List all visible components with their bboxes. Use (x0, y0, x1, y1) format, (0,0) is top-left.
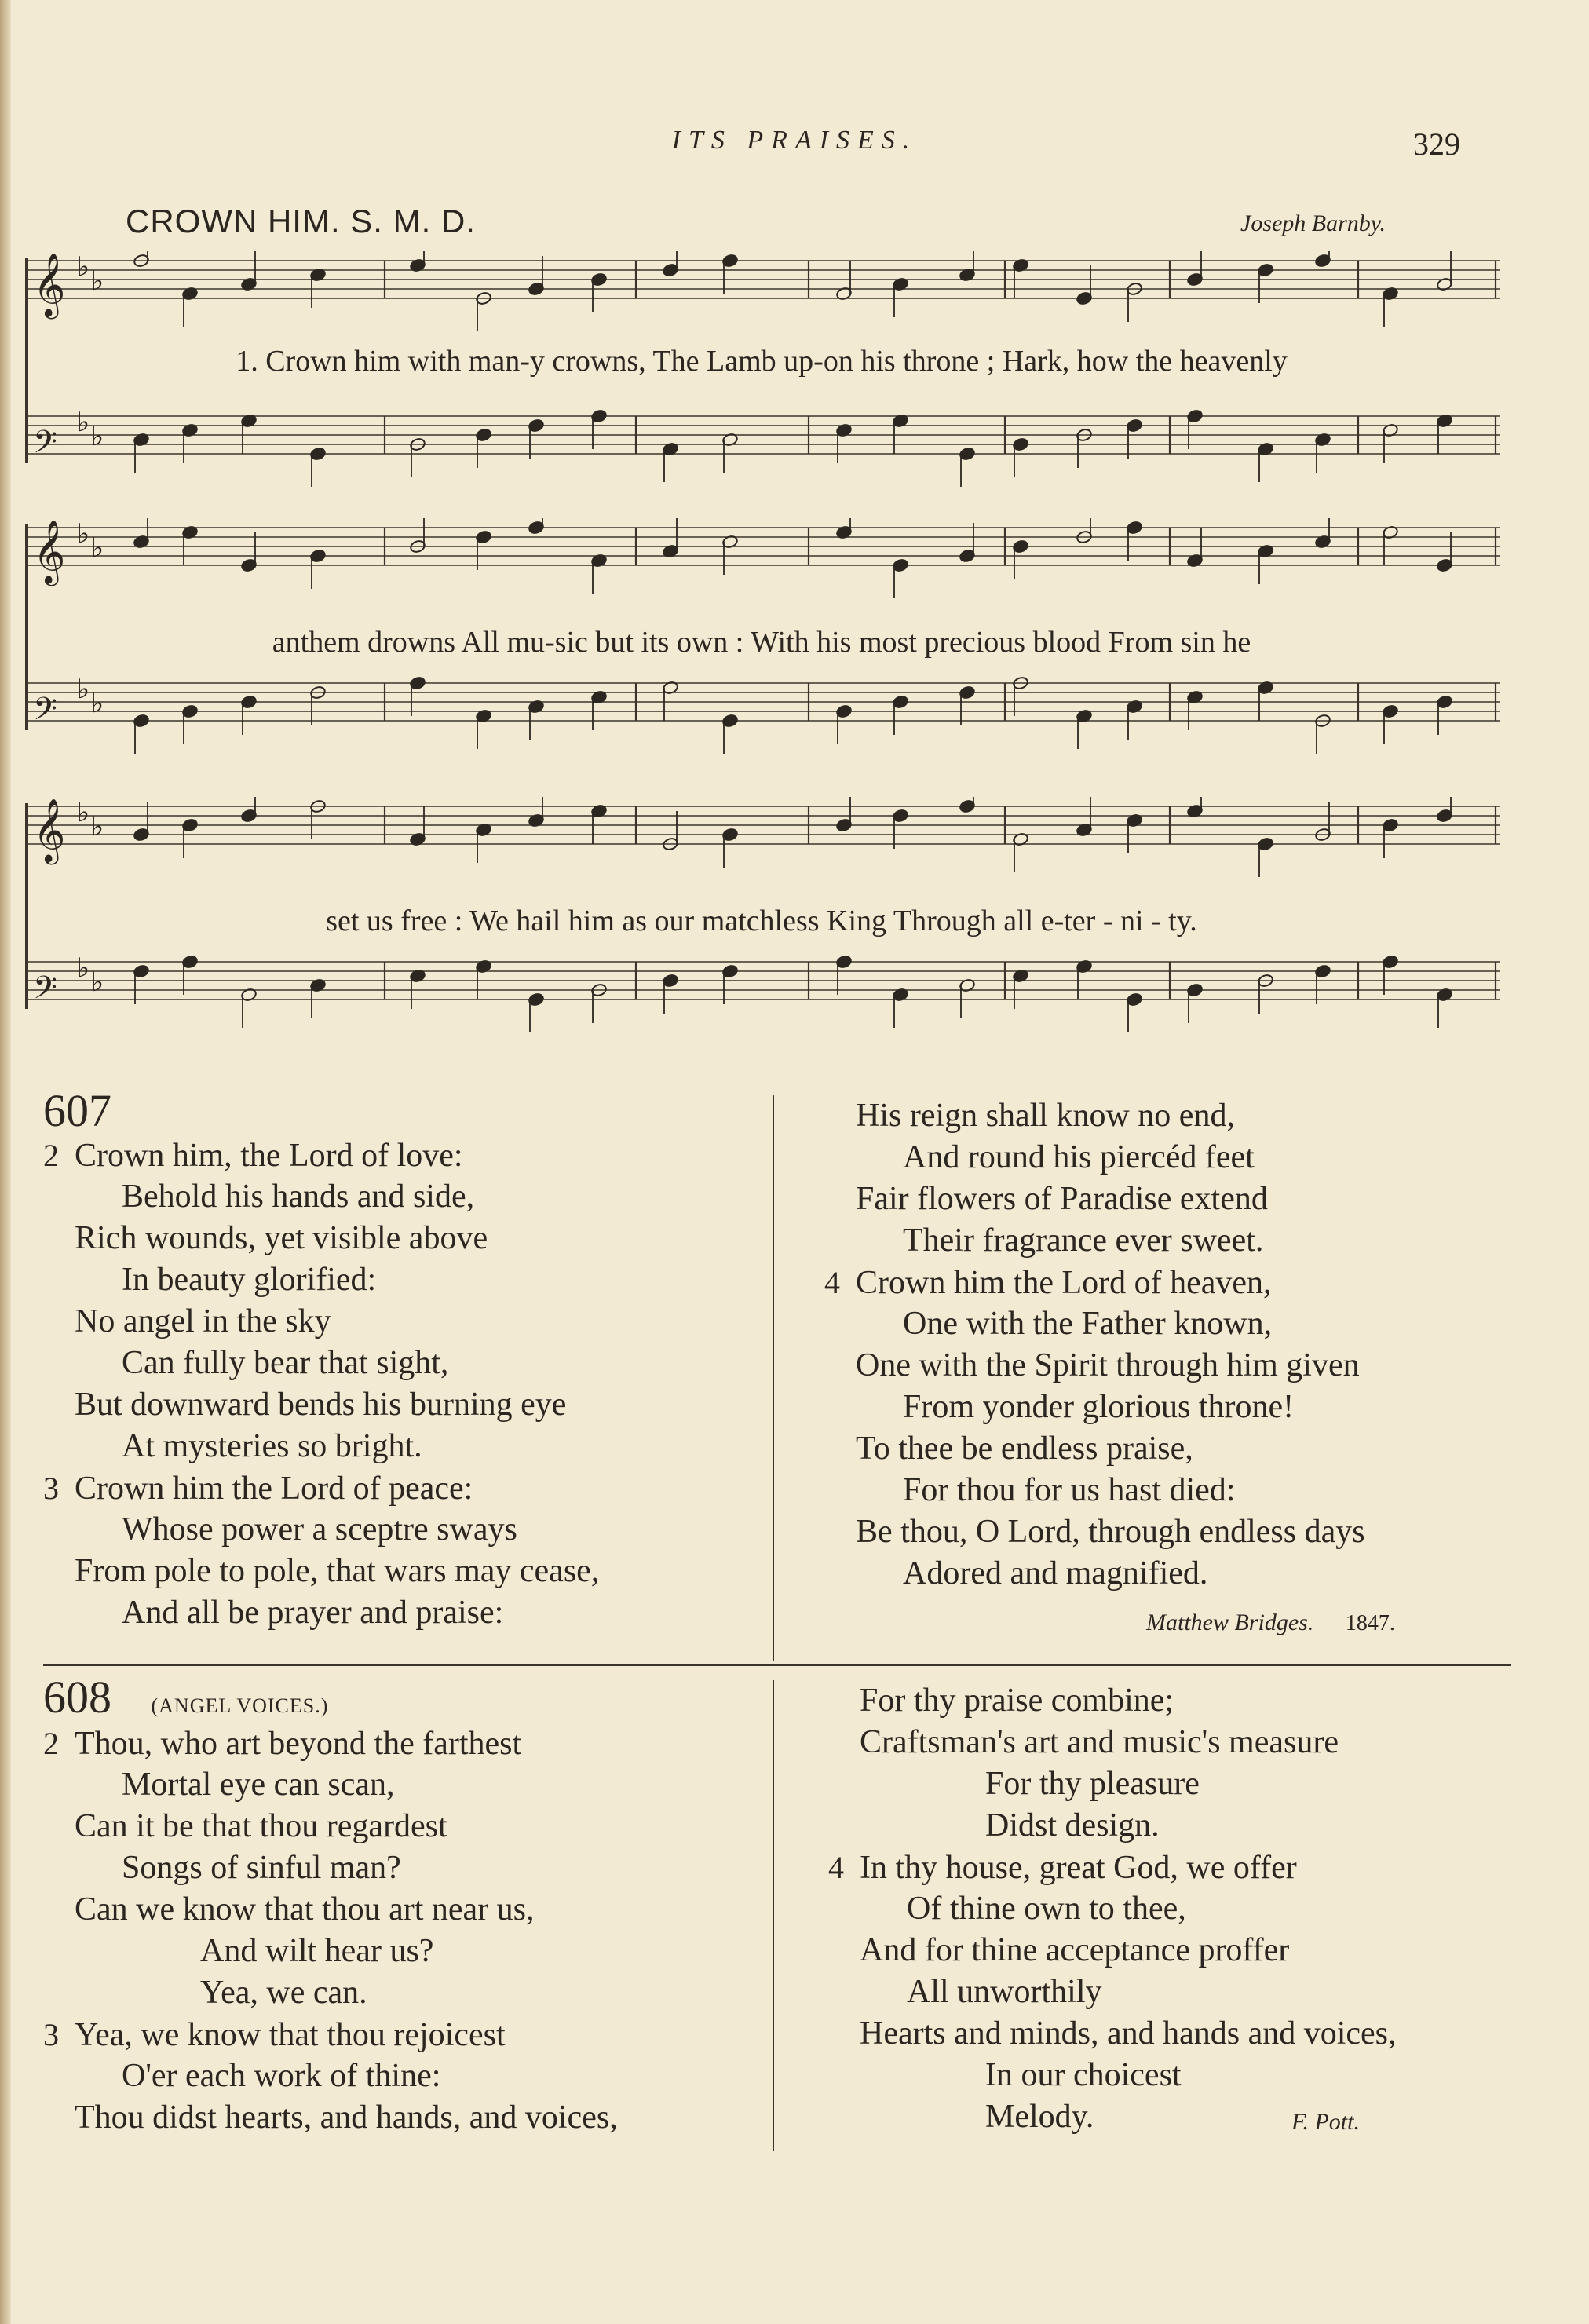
verse-line (43, 2055, 618, 2097)
verse-number: 3 (43, 1471, 59, 1506)
verse-text: Can it be that thou regardest (75, 1808, 447, 1844)
verse-text: But downward bends his burning eye (75, 1387, 567, 1423)
verse-line (828, 1930, 1397, 1971)
verse-line (43, 1301, 599, 1343)
verse-line (824, 1345, 1395, 1387)
verse-line (43, 1343, 599, 1384)
flat-icon: ♭ (77, 954, 90, 984)
verse-line (43, 1384, 599, 1426)
verse-line (43, 1259, 599, 1301)
verse-number: 2 (43, 1726, 59, 1761)
verse-lines (828, 1680, 1397, 2138)
verse-line (43, 1931, 618, 1972)
verse-line (828, 2013, 1397, 2055)
verse-number: 4 (828, 1850, 844, 1885)
verse-text: Didst design. (985, 1807, 1160, 1843)
verse-lines (824, 1095, 1395, 1595)
verse-number: 3 (43, 2017, 59, 2052)
verse-line (824, 1095, 1395, 1137)
verse-line (824, 1303, 1395, 1345)
verse-text: And wilt hear us? (200, 1933, 434, 1969)
running-head: ITS PRAISES. (671, 126, 918, 155)
hymn-607-left (43, 1087, 599, 1634)
verse-line (828, 1680, 1397, 1722)
hymn-tune-title: CROWN HIM. S. M. D. (126, 203, 476, 239)
verse-text: For thou for us hast died: (903, 1472, 1236, 1508)
bass-clef-icon: 𝄢 (33, 691, 57, 735)
verse-line (43, 2014, 618, 2055)
verse-text: Mortal eye can scan, (122, 1767, 395, 1803)
verse-text: Crown him the Lord of heaven, (856, 1265, 1272, 1301)
hymn-number: 607 (43, 1085, 111, 1136)
page-edge (0, 0, 11, 2324)
verse-text: Behold his hands and side, (122, 1178, 475, 1215)
verse-number: 2 (43, 1138, 59, 1173)
attribution (828, 2099, 1397, 2143)
flat-icon: ♭ (77, 520, 90, 550)
treble-clef-icon: 𝄞 (33, 252, 66, 316)
verse-text: All unworthily (907, 1974, 1102, 2010)
verse-text: Their fragrance ever sweet. (903, 1222, 1264, 1259)
verse-text: In beauty glorified: (122, 1262, 377, 1298)
verse-line (828, 2055, 1397, 2096)
verse-text: Adored and magnified. (903, 1555, 1208, 1591)
verse-text: In our choicest (985, 2057, 1182, 2093)
verse-text: Craftsman's art and music's measure (860, 1724, 1339, 1760)
hymn-608-right (828, 1680, 1397, 2143)
verse-line (43, 1723, 618, 1764)
verse-line (43, 1806, 618, 1847)
hymn-607-right (824, 1095, 1395, 1644)
verse-text: Be thou, O Lord, through endless days (856, 1514, 1365, 1550)
author: F. Pott. (1291, 2109, 1360, 2135)
verse-line (824, 1137, 1395, 1178)
lyric-line-1: 1. Crown him with man-y crowns, The Lamb up-on his throne ; Hark, how the heavenly (236, 345, 1288, 378)
verse-line (824, 1470, 1395, 1511)
verse-text: For thy praise combine; (860, 1683, 1174, 1719)
verse-text: Crown him the Lord of peace: (75, 1471, 473, 1507)
verse-text: Fair flowers of Paradise extend (856, 1181, 1268, 1217)
verse-line (43, 1135, 599, 1176)
verse-line (43, 1176, 599, 1218)
verse-text: And for thine acceptance proffer (860, 1932, 1290, 1968)
verse-text: One with the Father known, (903, 1306, 1273, 1342)
verse-line (828, 1847, 1397, 1888)
verse-text: At mysteries so bright. (122, 1428, 422, 1464)
verse-text: His reign shall know no end, (856, 1098, 1235, 1134)
verse-line (43, 1509, 599, 1551)
verse-line (828, 1805, 1397, 1847)
verse-text: Of thine own to thee, (907, 1891, 1186, 1927)
hymn-number: 608 (43, 1672, 111, 1723)
treble-clef-icon: 𝄞 (33, 519, 66, 583)
music-system-3 (24, 797, 1500, 1064)
verse-line (824, 1387, 1395, 1428)
lyric-line-3: set us free : We hail him as our matchless King Through all e-ter - ni - ty. (326, 904, 1197, 937)
verse-lines (43, 1723, 618, 2139)
page-number: 329 (1413, 126, 1460, 162)
flat-icon: ♭ (77, 253, 90, 283)
verse-line (43, 1764, 618, 1806)
verse-line (43, 1218, 599, 1259)
column-divider (773, 1680, 774, 2151)
tune-note: (ANGEL VOICES.) (151, 1694, 329, 1717)
verse-text: Thou didst hearts, and hands, and voices, (75, 2099, 618, 2136)
verse-text: To thee be endless praise, (856, 1431, 1193, 1467)
flat-icon: ♭ (91, 968, 104, 998)
verse-text: Yea, we know that thou rejoicest (75, 2017, 506, 2053)
verse-number: 4 (824, 1265, 840, 1300)
verse-text: One with the Spirit through him given (856, 1347, 1360, 1383)
verse-line (43, 2097, 618, 2139)
verse-line (43, 1889, 618, 1931)
verse-text: For thy pleasure (985, 1766, 1200, 1802)
music-system-1 (24, 251, 1500, 518)
flat-icon: ♭ (91, 534, 104, 564)
flat-icon: ♭ (77, 408, 90, 438)
verse-text: Hearts and minds, and hands and voices, (860, 2015, 1397, 2052)
verse-text: Can we know that thou art near us, (75, 1891, 535, 1928)
attribution (824, 1599, 1395, 1644)
year: 1847. (1345, 1611, 1395, 1635)
verse-line (824, 1178, 1395, 1220)
treble-clef-icon: 𝄞 (33, 798, 66, 862)
verse-text: Rich wounds, yet visible above (75, 1220, 488, 1256)
bass-clef-icon: 𝄢 (33, 970, 57, 1014)
verse-line (43, 1972, 618, 2014)
verse-text: Can fully bear that sight, (122, 1345, 449, 1381)
column-divider (773, 1095, 774, 1661)
verse-line (824, 1220, 1395, 1262)
composer: Joseph Barnby. (1240, 210, 1386, 236)
verse-line (43, 1847, 618, 1889)
verse-lines (43, 1135, 599, 1634)
verse-line (828, 1888, 1397, 1930)
verse-line (43, 1592, 599, 1634)
verse-line (828, 1971, 1397, 2013)
music-system-2 (24, 518, 1500, 785)
hymn-608-left (43, 1674, 618, 2139)
verse-line (824, 1428, 1395, 1470)
verse-text: O'er each work of thine: (122, 2058, 441, 2094)
hymn-608-heading (43, 1674, 618, 1723)
verse-line (828, 1763, 1397, 1805)
verse-line (828, 1722, 1397, 1763)
section-divider (43, 1664, 1511, 1666)
verse-text: Songs of sinful man? (122, 1850, 401, 1886)
verse-text: Melody. (985, 2099, 1094, 2135)
verse-text: From yonder glorious throne! (903, 1389, 1295, 1425)
flat-icon: ♭ (91, 422, 104, 452)
verse-text: No angel in the sky (75, 1303, 331, 1339)
verse-line (43, 1467, 599, 1509)
flat-icon: ♭ (91, 689, 104, 719)
verse-line (824, 1262, 1395, 1303)
verse-line (43, 1426, 599, 1467)
author: Matthew Bridges. (1146, 1610, 1314, 1635)
flat-icon: ♭ (77, 675, 90, 705)
verse-text: Whose power a sceptre sways (122, 1511, 517, 1548)
verse-text: Yea, we can. (200, 1975, 367, 2011)
lyric-line-2: anthem drowns All mu-sic but its own : With his most precious blood From sin he (272, 626, 1251, 659)
flat-icon: ♭ (91, 267, 104, 297)
verse-line (824, 1553, 1395, 1595)
verse-text: Crown him, the Lord of love: (75, 1138, 463, 1174)
verse-text: Thou, who art beyond the farthest (75, 1726, 522, 1762)
verse-text: And round his piercéd feet (903, 1139, 1255, 1175)
flat-icon: ♭ (77, 798, 90, 828)
bass-clef-icon: 𝄢 (33, 424, 57, 468)
flat-icon: ♭ (91, 813, 104, 842)
verse-text: And all be prayer and praise: (122, 1595, 504, 1631)
verse-line (43, 1551, 599, 1592)
verse-line (824, 1511, 1395, 1553)
verse-text: From pole to pole, that wars may cease, (75, 1553, 600, 1589)
verse-text: In thy house, great God, we offer (860, 1850, 1297, 1886)
